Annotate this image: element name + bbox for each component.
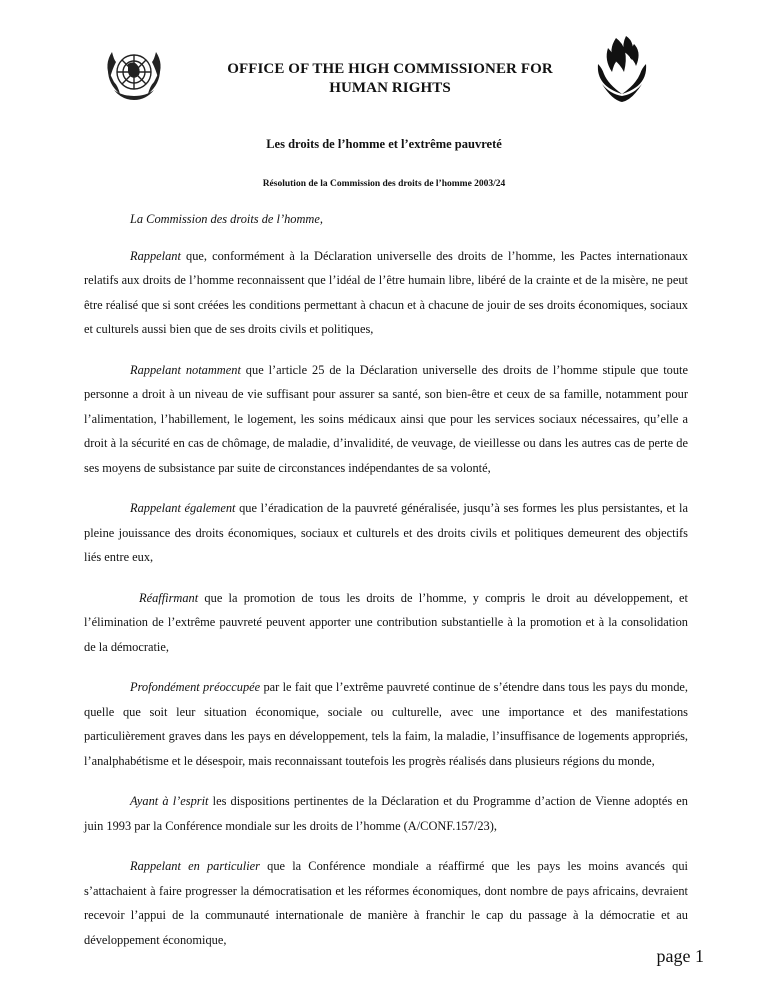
office-title-line2: HUMAN RIGHTS — [329, 80, 451, 96]
paragraph — [84, 358, 688, 481]
paragraph-lead: Réaffirmant — [139, 590, 199, 605]
office-title — [190, 60, 590, 98]
paragraph-text: que l’article 25 de la Déclaration universelle des droits de l’homme stipule que toute personne a droit à un niveau de vie suffisant pour assurer sa santé, son bien-être et ceux de sa famille, notamment pour l’alimentation, l’habillement, le logement, les soins médicaux ainsi que pour les services sociaux nécessaires, qu’elle a droit à la sécurité en cas de chômage, de maladie, d’invalidité, de veuvage, de vieillesse ou dans les autres cas de perte de ses moyens de subsistance par suite de circonstances indépendantes de sa volonté, — [84, 362, 688, 475]
paragraph-text: les dispositions pertinentes de la Déclaration et du Programme d’action de Vienne adoptés en juin 1993 par la Conférence mondiale sur les droits de l’homme (A/CONF.157/23), — [84, 794, 688, 833]
document-title: Les droits de l’homme et l’extrême pauvreté — [266, 137, 502, 151]
page-number: page 1 — [656, 946, 704, 966]
paragraph-preamble — [84, 207, 688, 232]
paragraph-lead: La Commission des droits de l’homme, — [130, 212, 323, 226]
paragraph — [84, 244, 688, 342]
paragraph-text: que la promotion de tous les droits de l’homme, y compris le droit au développement, et l’élimination de l’extrême pauvreté peuvent apporter une contribution substantielle à la promotion et à la consolidation de la démocratie, — [84, 590, 688, 654]
paragraph-text: par le fait que l’extrême pauvreté continue de s’étendre dans tous les pays du monde, quelle que soit leur situation économique, sociale ou culturelle, avec une importance et des manifestations particulièrement graves dans les pays en développement, tels la faim, la maladie, l’insuffisance de logements appropriés, l’analphabétisme et le désespoir, mais reconnaissant toutefois les progrès réalisés dans plusieurs régions du monde, — [84, 680, 688, 768]
paragraph-text: que, conformément à la Déclaration universelle des droits de l’homme, les Pactes internationaux relatifs aux droits de l’homme reconnaissent que l’idéal de l’être humain libre, libéré de la crainte et de la misère, ne peut être réalisé que si sont créées les conditions permettant à chacun et à chacune de jouir de ses droits économiques, sociaux et culturels aussi bien que de ses droits civils et politiques, — [84, 248, 688, 336]
un-emblem-icon — [100, 40, 168, 108]
paragraph-lead: Rappelant en particulier — [130, 859, 260, 873]
paragraph — [84, 854, 688, 952]
human-rights-flame-icon — [590, 34, 654, 108]
paragraph-lead: Ayant à l’esprit — [130, 794, 209, 808]
paragraph — [84, 496, 688, 570]
paragraph-lead: Rappelant — [130, 248, 181, 263]
office-title-line1: OFFICE OF THE HIGH COMMISSIONER FOR — [227, 61, 553, 77]
document-subtitle: Résolution de la Commission des droits de l’homme 2003/24 — [262, 179, 506, 189]
paragraph-text: que la Conférence mondiale a réaffirmé que les pays les moins avancés qui s’attachaient à faire progresser la démocratisation et les réformes économiques, dont nombre de pays africains, devraient recevoir l’appui de la communauté internationale de manière à franchir le cap du passage à la démocratie et au développement économique, — [84, 859, 688, 947]
paragraph-lead: Rappelant notamment — [130, 362, 241, 377]
paragraph — [84, 586, 688, 660]
paragraph-lead: Rappelant également — [130, 501, 236, 515]
paragraph-text: que l’éradication de la pauvreté généralisée, jusqu’à ses formes les plus persistantes, et la pleine jouissance des droits économiques, sociaux et culturels et des droits civils et politiques demeurent des objectifs liés entre eux, — [84, 501, 688, 564]
paragraph-lead: Profondément préoccupée — [130, 680, 261, 694]
paragraph — [84, 789, 688, 838]
resolution-body — [84, 207, 688, 968]
paragraph — [84, 675, 688, 773]
